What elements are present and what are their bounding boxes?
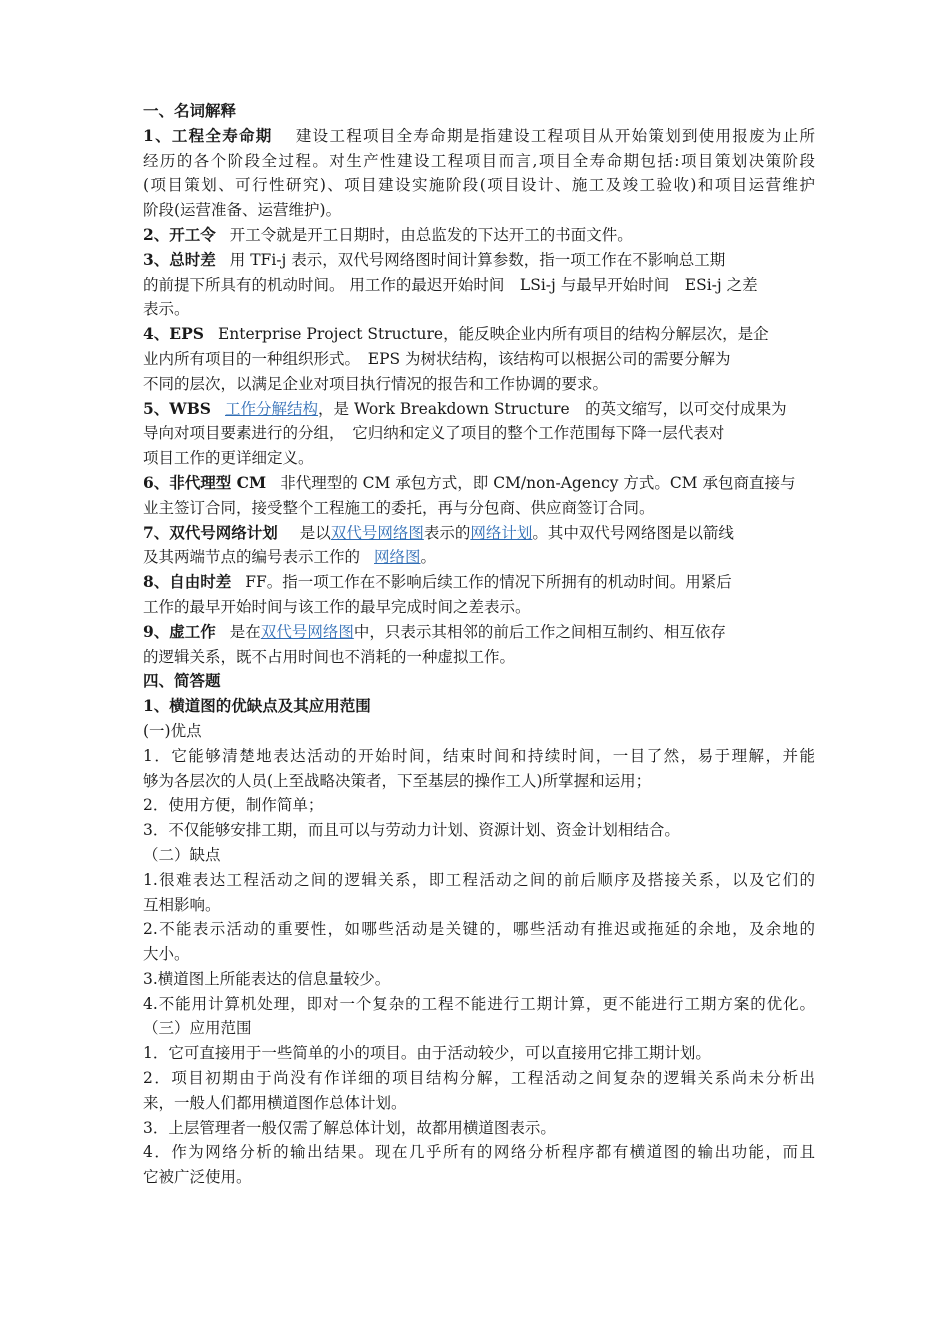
subheading: （三）应用范围 [143, 1019, 252, 1038]
term-title: 4、EPS [143, 324, 204, 344]
text-line: 项目工作的更详细定义。 [143, 449, 314, 468]
network-diagram-link[interactable]: 网络图 [374, 548, 421, 567]
double-code-network-link[interactable]: 双代号网络图 [330, 523, 424, 542]
term-text: 非代理型的 CM 承包方式，即 CM/non-Agency 方式。CM 承包商直接与 [280, 473, 796, 492]
section-heading: 四、简答题 [143, 671, 221, 691]
term-text: 。 [420, 548, 437, 567]
text-line: 大小。 [143, 945, 190, 964]
text-line: 4.不能用计算机处理，即对一个复杂的工程不能进行工期计算，更不能进行工期方案的优化。 [143, 994, 815, 1013]
section-heading: 一、名词解释 [143, 101, 237, 120]
text-line: 够为各层次的人员(上至战略决策者，下至基层的操作工人)所掌握和运用； [143, 771, 652, 790]
document-page [143, 99, 815, 1190]
term-entry [143, 322, 815, 347]
subheading: (一)优点 [143, 721, 202, 740]
text-line: 4．作为网络分析的输出结果。现在几乎所有的网络分析程序都有横道图的输出功能，而且 [143, 1143, 815, 1162]
text-line: 业内所有项目的一种组织形式。 EPS 为树状结构，该结构可以根据公司的需要分解为 [143, 349, 731, 368]
term-text: 及其两端节点的编号表示工作的 [143, 548, 361, 567]
text-line: 1．它可直接用于一些简单的小的项目。由于活动较少，可以直接用它排工期计划。 [143, 1044, 711, 1063]
text-line: 1．它能够清楚地表达活动的开始时间，结束时间和持续时间，一目了然，易于理解，并能 [143, 746, 815, 765]
text-line: 1.很难表达工程活动之间的逻辑关系，即工程活动之间的前后顺序及搭接关系，以及它们的 [143, 870, 815, 889]
term-text: Enterprise Project Structure，能反映企业内所有项目的结构分解层次，是企 [217, 325, 769, 344]
wbs-link[interactable]: 工作分解结构 [225, 399, 319, 418]
term-text: 用 TFi-j 表示，双代号网络图时间计算参数，指一项工作在不影响总工期 [229, 250, 726, 269]
text-line: 不同的层次，以满足企业对项目执行情况的报告和工作协调的要求。 [143, 374, 609, 393]
term-entry [143, 620, 815, 645]
text-line: 的逻辑关系，既不占用时间也不消耗的一种虚拟工作。 [143, 647, 516, 666]
term-title: 3、总时差 [143, 249, 216, 269]
text-line: 3.横道图上所能表达的信息量较少。 [143, 969, 391, 988]
text-line: 3．不仅能够安排工期，而且可以与劳动力计划、资源计划、资金计划相结合。 [143, 821, 680, 840]
term-text: ，是 Work Breakdown Structure 的英文缩写，以可交付成果为 [318, 399, 787, 418]
text-line: 2．使用方便，制作简单； [143, 796, 324, 815]
subheading: （二）缺点 [143, 845, 221, 864]
term-text: 。其中双代号网络图是以箭线 [532, 523, 734, 542]
term-entry [143, 471, 815, 496]
term-entry [143, 248, 815, 273]
text-line: 工作的最早开始时间与该工作的最早完成时间之差表示。 [143, 597, 531, 616]
text-line: 阶段(运营准备、运营维护)。 [143, 201, 342, 220]
term-text: 开工令就是开工日期时，由总监发的下达开工的书面文件。 [229, 225, 633, 244]
double-code-network-link[interactable]: 双代号网络图 [260, 622, 354, 641]
term-title: 2、开工令 [143, 224, 216, 244]
term-entry [143, 124, 815, 149]
term-title: 8、自由时差 [143, 572, 232, 592]
term-text: 是以 [299, 523, 331, 542]
question-title: 1、横道图的优缺点及其应用范围 [143, 696, 371, 716]
network-plan-link[interactable]: 网络计划 [470, 523, 533, 542]
term-title: 5、WBS [143, 398, 211, 418]
term-text: 建设工程项目全寿命期是指建设工程项目从开始策划到使用报废为止所 [294, 126, 815, 145]
term-entry [143, 570, 815, 595]
text-line: 经历的各个阶段全过程。对生产性建设工程项目而言,项目全寿命期包括:项目策划决策阶段 [143, 151, 815, 170]
text-line: 互相影响。 [143, 895, 221, 914]
term-title: 6、非代理型 CM [143, 472, 267, 492]
term-entry [143, 521, 815, 546]
text-line: (项目策划、可行性研究)、项目建设实施阶段(项目设计、施工及竣工验收)和项目运营维护 [143, 176, 815, 195]
text-line: 来，一般人们都用横道图作总体计划。 [143, 1093, 407, 1112]
term-text: 表示的 [423, 523, 471, 542]
text-line: 2．项目初期由于尚没有作详细的项目结构分解，工程活动之间复杂的逻辑关系尚未分析出 [143, 1069, 815, 1088]
text-line: 表示。 [143, 300, 190, 319]
text-line: 它被广泛使用。 [143, 1168, 252, 1187]
text-line: 业主签订合同，接受整个工程施工的委托，再与分包商、供应商签订合同。 [143, 498, 655, 517]
text-line: 3．上层管理者一般仅需了解总体计划，故都用横道图表示。 [143, 1118, 556, 1137]
text-line: 2.不能表示活动的重要性，如哪些活动是关键的，哪些活动有推迟或拖延的余地，及余地的 [143, 920, 815, 939]
term-title: 7、双代号网络计划 [143, 522, 278, 542]
term-title: 1、工程全寿命期 [143, 125, 273, 145]
term-text: FF。指一项工作在不影响后续工作的情况下所拥有的机动时间。用紧后 [245, 573, 732, 592]
term-title: 9、虚工作 [143, 621, 216, 641]
text-line: 的前提下所具有的机动时间。 用工作的最迟开始时间 LSi-j 与最早开始时间 ESi-j 之差 [143, 275, 758, 294]
text-line [143, 545, 815, 570]
term-text: 是在 [229, 622, 261, 641]
text-line: 导向对项目要素进行的分组， 它归纳和定义了项目的整个工作范围每下降一层代表对 [143, 424, 725, 443]
term-entry [143, 397, 815, 422]
term-text: 中，只表示其相邻的前后工作之间相互制约、相互依存 [353, 622, 726, 641]
term-entry [143, 223, 815, 248]
